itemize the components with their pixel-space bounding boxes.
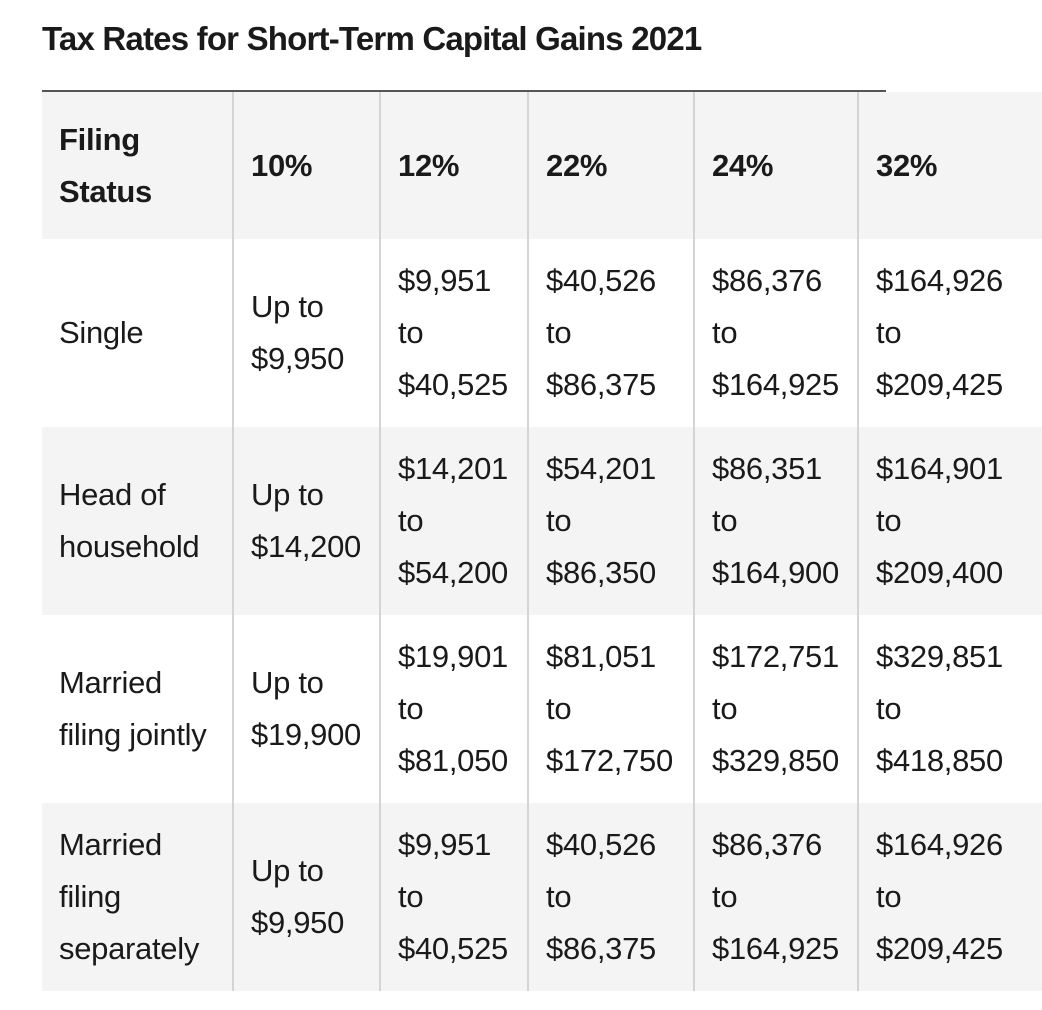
tax-rates-table-container[interactable] xyxy=(42,90,1003,1010)
bracket-cell: $164,901 to $209,400 xyxy=(858,427,1042,615)
bracket-cell: $329,851 to $418,850 xyxy=(858,615,1042,803)
bracket-cell: $40,526 to $86,375 xyxy=(528,803,694,991)
filing-status-cell: Married filing separately xyxy=(42,803,233,991)
bracket-cell: $86,376 to $164,925 xyxy=(694,239,858,427)
bracket-cell: $86,351 to $164,900 xyxy=(694,427,858,615)
table-row xyxy=(42,803,1042,991)
bracket-cell: $86,376 to $164,925 xyxy=(694,803,858,991)
bracket-cell: $164,926 to $209,425 xyxy=(858,239,1042,427)
bracket-cell: Up to $9,950 xyxy=(233,239,380,427)
header-filing-status: Filing Status xyxy=(42,92,233,239)
bracket-cell: Up to $9,950 xyxy=(233,803,380,991)
header-rate-10: 10% xyxy=(233,92,380,239)
header-rate-32: 32% xyxy=(858,92,1042,239)
bracket-cell: $9,951 to $40,525 xyxy=(380,803,528,991)
bracket-cell: $9,951 to $40,525 xyxy=(380,239,528,427)
filing-status-cell: Single xyxy=(59,315,144,350)
page-title: Tax Rates for Short-Term Capital Gains 2021 xyxy=(42,20,702,57)
header-row xyxy=(42,92,1042,239)
bracket-cell: Up to $14,200 xyxy=(233,427,380,615)
bracket-cell: $19,901 to $81,050 xyxy=(380,615,528,803)
filing-status-cell: Married filing jointly xyxy=(59,665,207,752)
bracket-cell: $172,751 to $329,850 xyxy=(694,615,858,803)
header-rate-22: 22% xyxy=(528,92,694,239)
bracket-cell: $14,201 to $54,200 xyxy=(380,427,528,615)
header-rate-24: 24% xyxy=(694,92,858,239)
table-row xyxy=(42,615,1042,803)
filing-status-cell: Head of household xyxy=(42,427,233,615)
header-rate-12: 12% xyxy=(380,92,528,239)
bracket-cell: $164,926 to $209,425 xyxy=(858,803,1042,991)
bracket-cell: $54,201 to $86,350 xyxy=(528,427,694,615)
bracket-cell: Up to $19,900 xyxy=(233,615,380,803)
tax-rates-table xyxy=(42,92,1042,991)
table-row xyxy=(42,239,1042,427)
bracket-cell: $81,051 to $172,750 xyxy=(528,615,694,803)
bracket-cell: $40,526 to $86,375 xyxy=(528,239,694,427)
table-row xyxy=(42,427,1042,615)
